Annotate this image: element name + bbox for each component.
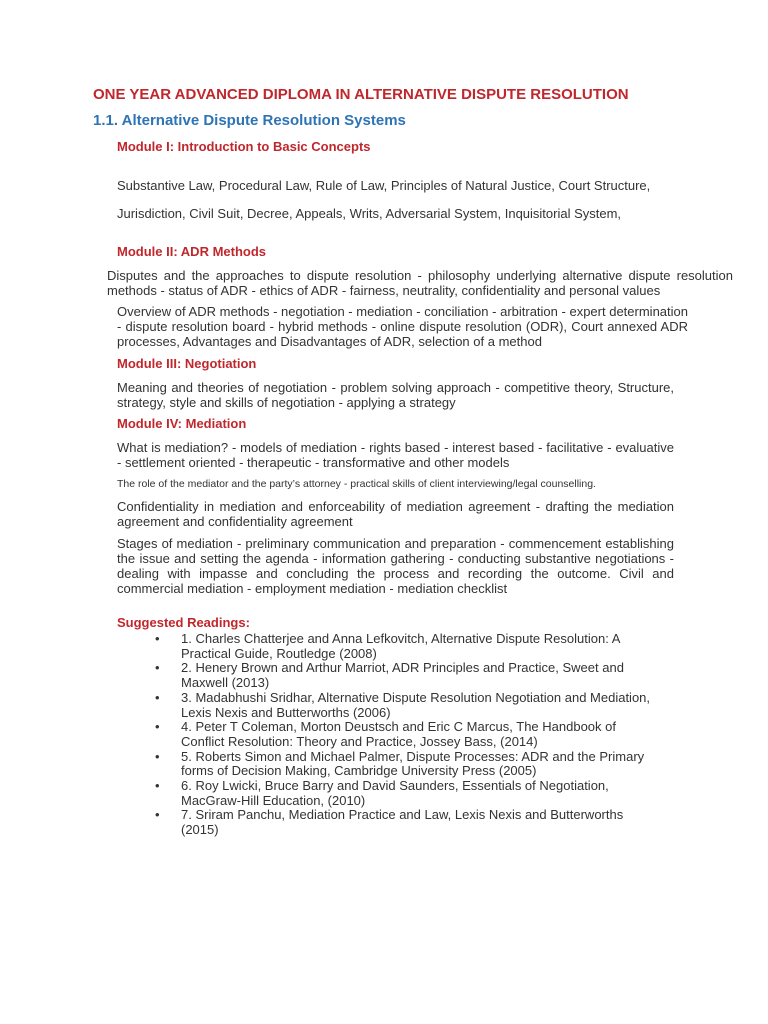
reading-item [155, 632, 660, 661]
bullet-icon: • [155, 660, 160, 676]
module-1-heading: Module I: Introduction to Basic Concepts [117, 139, 371, 154]
module-4-paragraph-1: What is mediation? - models of mediation - rights based - interest based - facilitative - evaluative - settlement oriented - therapeutic - transformative and other models [117, 440, 674, 470]
reading-text: 6. Roy Lwicki, Bruce Barry and David Saunders, Essentials of Negotiation, MacGraw-Hill Education, (2010) [181, 778, 609, 808]
bullet-icon: • [155, 778, 160, 794]
reading-text: 1. Charles Chatterjee and Anna Lefkovitch, Alternative Dispute Resolution: A Practical Guide, Routledge (2008) [181, 631, 620, 661]
bullet-icon: • [155, 748, 160, 764]
bullet-icon: • [155, 689, 160, 705]
module-3-heading: Module III: Negotiation [117, 356, 257, 371]
module-2-paragraph-2: Overview of ADR methods - negotiation - mediation - conciliation - arbitration - expert determination - dispute resolution board - hybrid methods - online dispute resolution (ODR), Court annexed ADR processes, Advantages and Disadvantages of ADR, selection of a method [117, 304, 688, 349]
reading-item [155, 750, 660, 779]
bullet-icon: • [155, 719, 160, 735]
module-4-heading: Module IV: Mediation [117, 416, 247, 431]
bullet-icon: • [155, 807, 160, 823]
reading-text: 2. Henery Brown and Arthur Marriot, ADR Principles and Practice, Sweet and Maxwell (2013) [181, 660, 624, 691]
bullet-icon: • [155, 631, 160, 646]
reading-item [155, 720, 660, 749]
reading-item [155, 779, 660, 808]
reading-item [155, 808, 660, 837]
section-title: 1.1. Alternative Dispute Resolution Systems [93, 112, 406, 129]
reading-text: 7. Sriram Panchu, Mediation Practice and Law, Lexis Nexis and Butterworths (2015) [181, 807, 624, 838]
module-1-line-1: Substantive Law, Procedural Law, Rule of Law, Principles of Natural Justice, Court Structure, [117, 178, 651, 193]
module-4-paragraph-2: Confidentiality in mediation and enforceability of mediation agreement - drafting the mediation agreement and confidentiality agreement [117, 499, 674, 529]
reading-item [155, 661, 660, 690]
reading-text: 4. Peter T Coleman, Morton Deustsch and Eric C Marcus, The Handbook of Conflict Resolution: Theory and Practice, Jossey Bass, (2014) [181, 719, 616, 749]
module-2-heading: Module II: ADR Methods [117, 244, 267, 259]
suggested-readings-heading: Suggested Readings: [117, 615, 250, 630]
module-2-paragraph-1: Disputes and the approaches to dispute resolution - philosophy underlying alternative dispute resolution methods - status of ADR - ethics of ADR - fairness, neutrality, confidentiality and personal values [107, 268, 733, 298]
reading-text: 5. Roberts Simon and Michael Palmer, Dispute Processes: ADR and the Primary forms of Decision Making, Cambridge University Press (2005) [181, 748, 645, 779]
document-title: ONE YEAR ADVANCED DIPLOMA IN ALTERNATIVE DISPUTE RESOLUTION [93, 86, 629, 103]
suggested-readings-list [155, 632, 660, 838]
reading-item [155, 691, 660, 720]
reading-text: 3. Madabhushi Sridhar, Alternative Dispute Resolution Negotiation and Mediation, Lexis Nexis and Butterworths (2006) [181, 689, 651, 720]
module-1-line-2: Jurisdiction, Civil Suit, Decree, Appeals, Writs, Adversarial System, Inquisitorial System, [117, 206, 622, 221]
module-4-note: The role of the mediator and the party’s attorney - practical skills of client interviewing/legal counselling. [117, 478, 596, 490]
module-3-paragraph-1: Meaning and theories of negotiation - problem solving approach - competitive theory, Structure, strategy, style and skills of negotiation - applying a strategy [117, 380, 674, 410]
module-4-paragraph-3: Stages of mediation - preliminary communication and preparation - commencement establishing the issue and setting the agenda - information gathering - conducting substantive negotiations - dealing with impasse and concluding the process and recording the outcome. Civil and commercial mediation - employment mediation - mediation checklist [117, 536, 674, 596]
